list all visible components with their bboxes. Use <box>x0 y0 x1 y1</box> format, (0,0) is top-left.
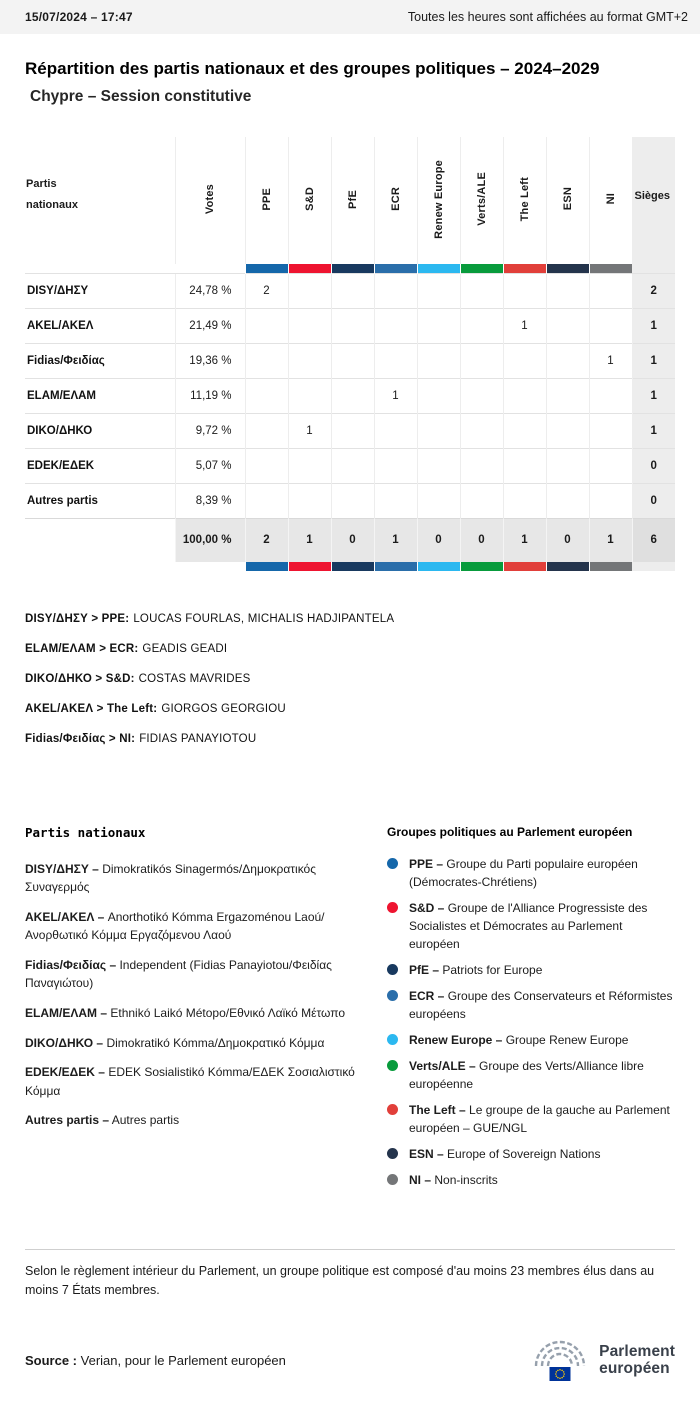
party-name: ELAM/ΕΛΑΜ <box>25 379 175 414</box>
total-seat-cell: 0 <box>460 519 503 562</box>
legend-item: Autres partis – Autres partis <box>25 1113 180 1128</box>
seat-cell <box>417 484 460 519</box>
table-header-row <box>25 137 675 264</box>
pfe-color-dot <box>387 964 398 975</box>
seat-cell <box>546 274 589 309</box>
column-header-theleft: The Left <box>503 137 546 264</box>
european-parliament-logo <box>530 1336 675 1384</box>
party-name: DISY/ΔΗΣΥ <box>25 274 175 309</box>
legend-item: Fidias/Φειδίας – Independent (Fidias Panayiotou/Φειδίας Παναγιώτου) <box>25 957 332 991</box>
total-seat-cell: 2 <box>245 519 288 562</box>
total-seat-cell: 0 <box>417 519 460 562</box>
column-header-sd: S&D <box>288 137 331 264</box>
total-seat-cell: 0 <box>546 519 589 562</box>
votes-value: 19,36 % <box>175 344 245 379</box>
seat-cell <box>503 449 546 484</box>
table-row-disy <box>25 274 675 309</box>
seat-cell <box>374 309 417 344</box>
national-parties-legend <box>25 825 387 1197</box>
table-row-edek <box>25 449 675 484</box>
seat-cell <box>374 274 417 309</box>
verts-color-dot <box>387 1060 398 1071</box>
table-total-row <box>25 519 675 562</box>
seat-cell <box>589 379 632 414</box>
legend-item: ECR – Groupe des Conservateurs et Réformistes européens <box>387 987 675 1023</box>
seat-cell <box>374 344 417 379</box>
seat-cell <box>460 344 503 379</box>
legend-item: PPE – Groupe du Parti populaire européen (Démocrates-Chrétiens) <box>387 855 675 891</box>
sd-color-bar <box>289 264 331 273</box>
political-groups-legend <box>387 825 675 1197</box>
column-header-ecr: ECR <box>374 137 417 264</box>
political-groups-legend-title: Groupes politiques au Parlement européen <box>387 824 633 839</box>
seat-cell <box>589 484 632 519</box>
seat-cell <box>589 414 632 449</box>
column-header-pfe: PfE <box>331 137 374 264</box>
legend-item: ESN – Europe of Sovereign Nations <box>387 1145 675 1163</box>
theleft-color-dot <box>387 1104 398 1115</box>
seat-cell <box>460 449 503 484</box>
table-row-diko <box>25 414 675 449</box>
esn-color-bar <box>547 264 589 273</box>
seat-cell <box>331 414 374 449</box>
seat-cell <box>503 379 546 414</box>
seat-cell <box>417 379 460 414</box>
legend-item: DIKO/ΔΗΚΟ – Dimokratikó Kómma/Δημοκρατικό Κόμμα <box>25 1035 325 1050</box>
seat-cell <box>417 344 460 379</box>
seat-cell <box>288 274 331 309</box>
sd-color-dot <box>387 902 398 913</box>
esn-color-bar <box>547 562 589 571</box>
theleft-color-bar <box>504 562 546 571</box>
national-parties-legend-title: Partis nationaux <box>25 824 146 840</box>
seat-cell <box>288 449 331 484</box>
party-name: EDEK/ΕΔΕΚ <box>25 449 175 484</box>
total-empty-cell <box>25 519 175 562</box>
pfe-color-bar <box>332 264 374 273</box>
column-header-ppe: PPE <box>245 137 288 264</box>
seat-cell <box>417 274 460 309</box>
seat-cell: 1 <box>503 309 546 344</box>
party-name: Autres partis <box>25 484 175 519</box>
logo-wordmark: Parlement européen <box>599 1342 675 1378</box>
legend-item: The Left – Le groupe de la gauche au Parlement européen – GUE/NGL <box>387 1101 675 1137</box>
seat-cell <box>331 344 374 379</box>
page-title: Répartition des partis nationaux et des groupes politiques – 2024–2029 <box>25 59 600 78</box>
renew-color-bar <box>418 562 460 571</box>
seats-total: 0 <box>632 484 675 519</box>
legend-item: DISY/ΔΗΣΥ – Dimokratikós Sinagermós/Δημοκρατικός Συναγερμός <box>25 861 317 895</box>
verts-color-bar <box>461 562 503 571</box>
ni-color-dot <box>387 1174 398 1185</box>
column-header-renew: Renew Europe <box>417 137 460 264</box>
seat-cell <box>331 484 374 519</box>
party-name: Fidias/Φειδίας <box>25 344 175 379</box>
results-table <box>25 137 675 571</box>
column-header-parties: Partis nationaux <box>26 177 78 211</box>
ppe-color-bar <box>246 264 288 273</box>
seat-cell <box>331 309 374 344</box>
column-header-verts: Verts/ALE <box>460 137 503 264</box>
seat-cell <box>331 449 374 484</box>
top-bar <box>0 0 700 34</box>
seat-cell <box>245 414 288 449</box>
column-header-seats: Sièges <box>632 137 675 264</box>
seat-cell <box>589 274 632 309</box>
votes-value: 24,78 % <box>175 274 245 309</box>
ecr-color-dot <box>387 990 398 1001</box>
seat-cell <box>503 484 546 519</box>
seat-cell <box>460 274 503 309</box>
column-header-esn: ESN <box>546 137 589 264</box>
renew-color-bar <box>418 264 460 273</box>
ecr-color-bar <box>375 264 417 273</box>
seat-cell: 1 <box>589 344 632 379</box>
sd-color-bar <box>289 562 331 571</box>
seat-cell <box>589 309 632 344</box>
seat-cell <box>288 344 331 379</box>
pfe-color-bar <box>332 562 374 571</box>
votes-value: 8,39 % <box>175 484 245 519</box>
seat-cell <box>331 274 374 309</box>
seat-cell <box>546 449 589 484</box>
column-header-ni: NI <box>589 137 632 264</box>
member-line: Fidias/Φειδίας > NI: FIDIAS PANAYIOTOU <box>25 732 257 745</box>
source-row <box>25 1336 675 1384</box>
seat-cell <box>546 414 589 449</box>
table-row-fidias <box>25 344 675 379</box>
table-row-akel <box>25 309 675 344</box>
total-seats: 6 <box>632 519 675 562</box>
total-seat-cell: 1 <box>288 519 331 562</box>
total-seat-cell: 0 <box>331 519 374 562</box>
total-seat-cell: 1 <box>374 519 417 562</box>
page-footer <box>25 1249 675 1385</box>
party-name: DIKO/ΔΗΚΟ <box>25 414 175 449</box>
votes-value: 9,72 % <box>175 414 245 449</box>
seats-total: 1 <box>632 309 675 344</box>
seat-cell <box>546 309 589 344</box>
member-line: AKEL/ΑΚΕΛ > The Left: GIORGOS GEORGIOU <box>25 702 286 715</box>
seat-cell <box>589 449 632 484</box>
column-header-votes: Votes <box>175 137 245 264</box>
ecr-color-bar <box>375 562 417 571</box>
seat-cell <box>245 484 288 519</box>
legend-item: EDEK/ΕΔΕΚ – EDEK Sosialistikó Kómma/ΕΔΕΚ Σοσιαλιστικό Κόμμα <box>25 1065 355 1098</box>
page-subtitle: Chypre – Session constitutive <box>30 88 252 105</box>
total-seat-cell: 1 <box>589 519 632 562</box>
seat-cell <box>546 379 589 414</box>
seat-cell <box>503 274 546 309</box>
rules-footnote: Selon le règlement intérieur du Parlement, un groupe politique est composé d'au moins 23 membres élus dans au moins 7 États membres. <box>25 1263 655 1297</box>
seat-cell <box>460 484 503 519</box>
seat-cell <box>374 484 417 519</box>
seat-cell <box>546 344 589 379</box>
legend-item: AKEL/ΑΚΕΛ – Anorthotikó Kómma Ergazoménou Laoú/Ανορθωτικό Κόμμα Εργαζόμενου Λαού <box>25 909 325 943</box>
votes-value: 21,49 % <box>175 309 245 344</box>
hemicycle-eu-flag-icon <box>530 1336 590 1384</box>
total-votes: 100,00 % <box>175 519 245 562</box>
main-content <box>0 59 700 1404</box>
legend-item: ELAM/ΕΛΑΜ – Ethnikó Laikó Métopo/Εθνικό Λαϊκό Μέτωπο <box>25 1006 346 1021</box>
ni-color-bar <box>590 562 633 571</box>
legend-item: Renew Europe – Groupe Renew Europe <box>387 1031 675 1049</box>
seat-cell <box>460 379 503 414</box>
ni-color-bar <box>590 264 633 273</box>
party-name: AKEL/ΑΚΕΛ <box>25 309 175 344</box>
seat-cell <box>417 309 460 344</box>
seat-cell <box>460 414 503 449</box>
seats-total: 1 <box>632 379 675 414</box>
seat-cell <box>374 414 417 449</box>
member-line: ELAM/ΕΛΑΜ > ECR: GEADIS GEADI <box>25 642 228 655</box>
seats-total: 1 <box>632 414 675 449</box>
group-color-bar-row-bottom <box>25 562 675 571</box>
source-credit: Source : Verian, pour le Parlement européen <box>25 1352 286 1368</box>
legend-item: NI – Non-inscrits <box>387 1171 675 1189</box>
seat-cell <box>331 379 374 414</box>
seat-cell: 1 <box>288 414 331 449</box>
legend-item: S&D – Groupe de l'Alliance Progressiste des Socialistes et Démocrates au Parlement européen <box>387 899 675 953</box>
seat-cell <box>245 309 288 344</box>
seat-cell <box>245 379 288 414</box>
total-seat-cell: 1 <box>503 519 546 562</box>
seat-cell <box>503 414 546 449</box>
seat-cell <box>288 484 331 519</box>
elected-members-list <box>25 613 675 745</box>
legend-item: Verts/ALE – Groupe des Verts/Alliance libre européenne <box>387 1057 675 1093</box>
seat-cell: 1 <box>374 379 417 414</box>
timezone-note: Toutes les heures sont affichées au format GMT+2 <box>407 10 688 24</box>
seat-cell <box>460 309 503 344</box>
esn-color-dot <box>387 1148 398 1159</box>
table-row-autres <box>25 484 675 519</box>
table-row-elam <box>25 379 675 414</box>
seat-cell <box>288 309 331 344</box>
verts-color-bar <box>461 264 503 273</box>
seat-cell <box>288 379 331 414</box>
seat-cell <box>546 484 589 519</box>
seat-cell <box>417 414 460 449</box>
votes-value: 11,19 % <box>175 379 245 414</box>
datetime-label: 15/07/2024 – 17:47 <box>25 10 133 24</box>
seat-cell: 2 <box>245 274 288 309</box>
votes-value: 5,07 % <box>175 449 245 484</box>
seat-cell <box>503 344 546 379</box>
ppe-color-dot <box>387 858 398 869</box>
group-color-bar-row <box>25 264 675 274</box>
legend-section <box>25 825 675 1197</box>
ppe-color-bar <box>246 562 288 571</box>
seats-total: 1 <box>632 344 675 379</box>
seats-total: 0 <box>632 449 675 484</box>
seats-total: 2 <box>632 274 675 309</box>
seat-cell <box>417 449 460 484</box>
legend-item: PfE – Patriots for Europe <box>387 961 675 979</box>
seat-cell <box>374 449 417 484</box>
member-line: DISY/ΔΗΣΥ > PPE: LOUCAS FOURLAS, MICHALIS HADJIPANTELA <box>25 612 395 625</box>
seat-cell <box>245 449 288 484</box>
renew-color-dot <box>387 1034 398 1045</box>
theleft-color-bar <box>504 264 546 273</box>
seat-cell <box>245 344 288 379</box>
member-line: DIKO/ΔΗΚΟ > S&D: COSTAS MAVRIDES <box>25 672 251 685</box>
